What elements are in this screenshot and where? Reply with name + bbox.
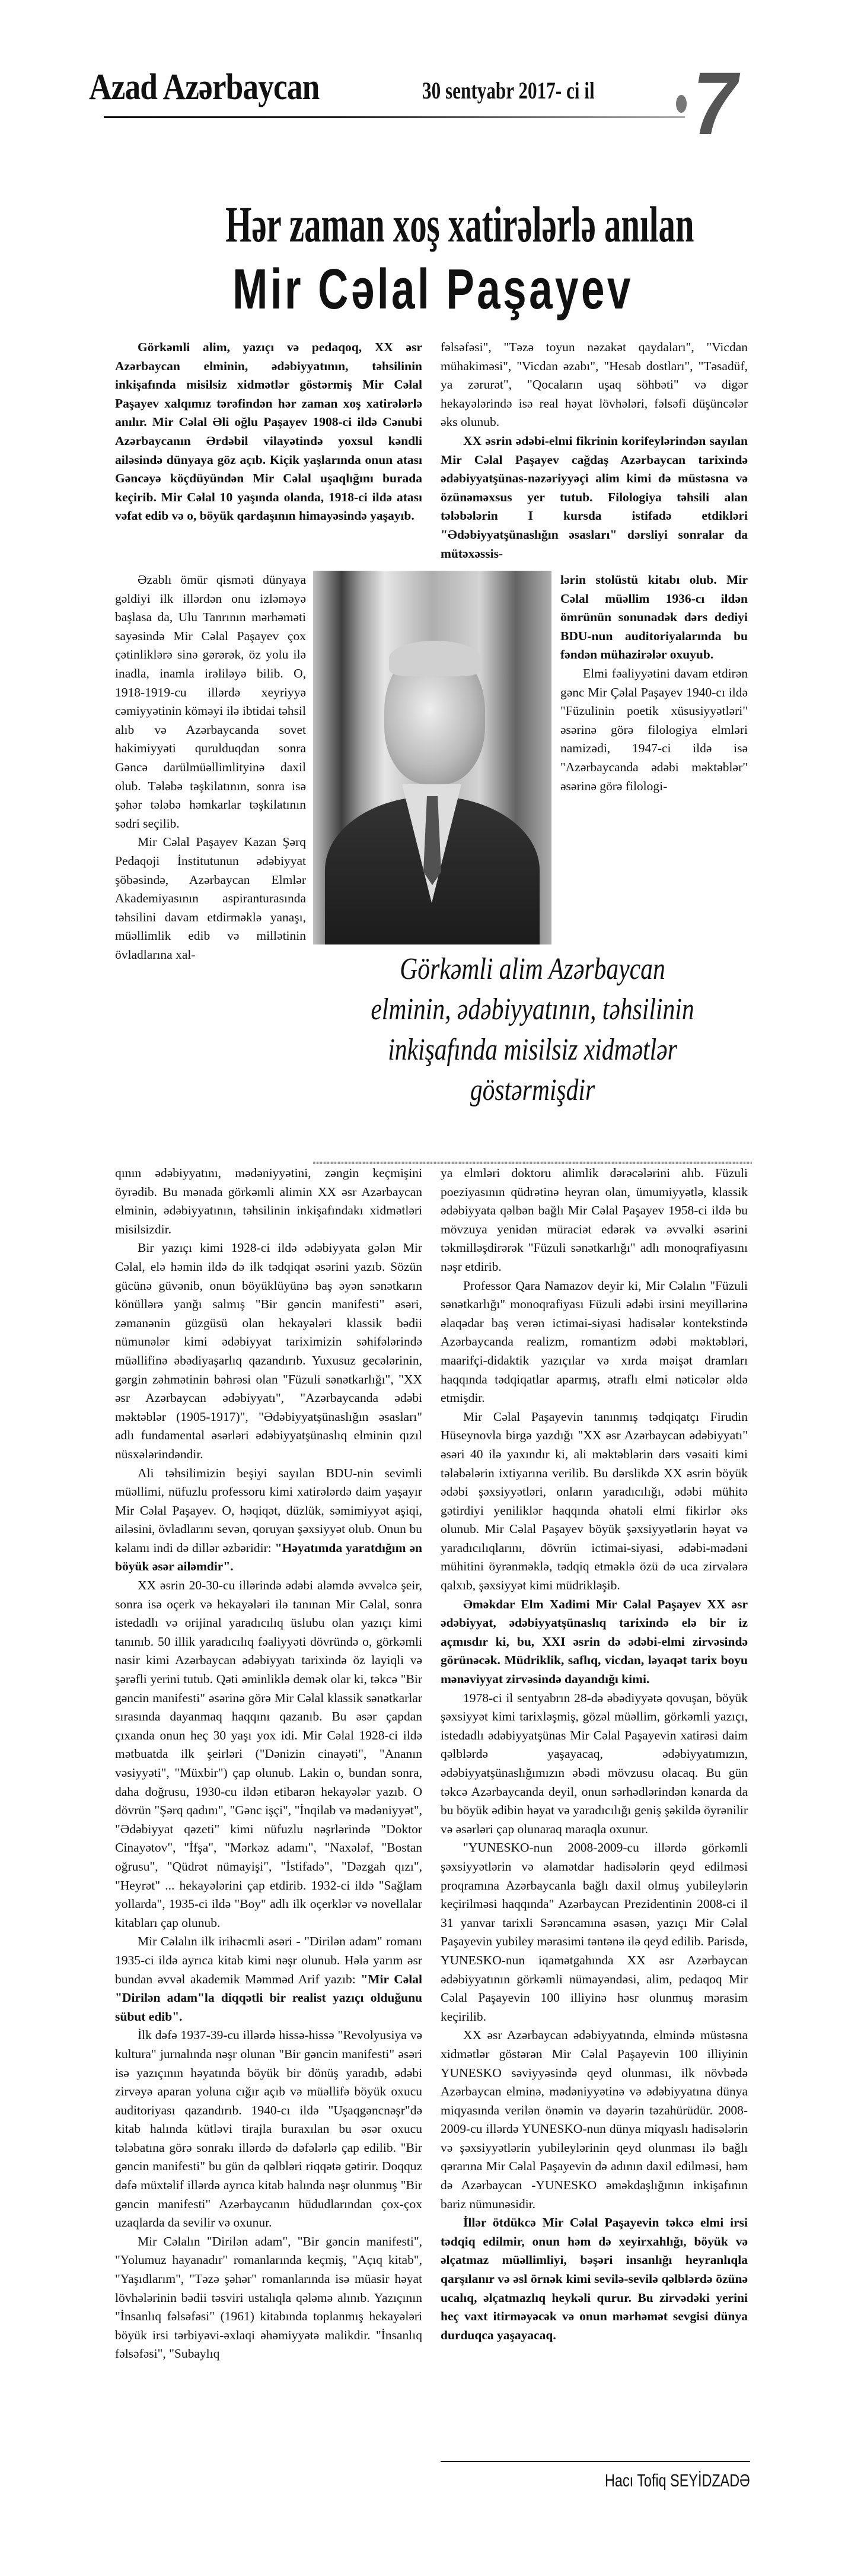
paragraph: qının ədəbiyyatını, mədəniyyətini, zəngin keçmişini öyrədib. Bu mənada görkəmli alimin XX əsr Azərbaycan elminin, ədəbiyyatının, təhsilinin inkişafındakı xidmətləri misilsizdir.	[115, 1166, 422, 1236]
issue-date: 30 sentyabr 2017- ci il	[422, 77, 595, 104]
article-column-left-bottom	[115, 1164, 422, 2364]
paragraph-bold: XX əsrin ədəbi-elmi fikrinin korifeylərindən sayılan Mir Cəlal Paşayev cağdaş Azərbaycan tarixində ədəbiyyatşünas-nəzəriyyəçi alim kimi də müstəsna və özünəməxsus yer tutub. Filologiya təhsili alan tələbələrin I kursda istifadə etdikləri "Ədəbiyyatşünaslığın əsasları" dərsliyi sonralar da mütəxəssis-	[441, 433, 748, 561]
bullet-icon	[676, 95, 687, 113]
pull-quote	[313, 949, 752, 1111]
paragraph: XX əsrin 20-30-cu illərində ədəbi aləmdə əvvəlcə şeir, sonra isə oçerk və hekayələri ilə tanınan Mir Cəlal, sonra istedadlı və orijinal yaradıcılıq üslubu olan yazıçı kimi tanınıb. 50 illik yaradıcılıq fəaliyyəti dövründə o, görkəmli nasir kimi Azərbaycan ədəbiyyatı tarixində öz layiqli və şərəfli yerini tutub. Qəti əminliklə demək olar ki, təkcə "Bir gəncin manifesti" əsərinə görə Mir Cəlal klassik sənətkarlar sırasında dayanmaq haqqını qazanıb. Bu əsər çapdan çıxanda onun heç 30 yaşı yox idi. Mir Cəlal 1928-ci ildə mətbuatda ilk şeirləri ("Dənizin cinayəti", "Ananın vəsiyyəti", "Müxbir") çap olunub. Lakin o, bundan sonra, daha doğrusu, 1930-cu ildən etibarən hekayələr yazıb. O dövrün "Şərq qadını", "Gənc işçi", "İnqilab və mədəniyyət", "Ədəbiyyat qəzeti" kimi nüfuzlu nəşrlərində "Doktor Cinayətov", "İfşa", "Mərkəz adamı", "Naxələf, "Bostan oğrusu", "Qüdrət nümayişi", "İstifadə", "Dəzgah qızı", "Heyrət" ... hekayələrini çap etdirib. 1932-ci ildə "Sağlam yollarda", 1935-ci ildə "Boy" adlı ilk oçerklər və novellalar kitabları çap olunub.	[115, 1578, 422, 1930]
paragraph: "YUNESKO-nun 2008-2009-cu illərdə görkəmli şəxsiyyətlərin və əlamətdar hadisələrin qeyd edilməsi proqramına Azərbaycanla bağlı daxil olmuş yubileylərin keçirilməsi haqqında" Azərbaycan Prezidentinin 2008-ci il 31 yanvar tarixli Sərəncamına əsasən, yazıçı Mir Cəlal Paşayevin yubiley mərasimi təntənə ilə qeyd edilib. Parisdə, YUNESKO-nun iqamətgahında XX əsr Azərbaycan ədəbiyyatının görkəmli nümayəndəsi, alim, pedaqoq Mir Cəlal Paşayevin 100 illiyinə həsr olunmuş mərasim keçirilib.	[441, 1840, 748, 2024]
portrait-photo	[313, 571, 551, 944]
paragraph: Mir Cəlalın "Dirilən adam", "Bir gəncin manifesti", "Yolumuz hayanadır" romanlarında keçmiş, "Açıq kitab", "Yaşıdlarım", "Təzə şəhər" romanlarında isə müasir həyat lövhələrinin bədii təsviri ustalıqla qələmə alınıb. Yazıçının "İnsanlıq fəlsəfəsi" (1961) kitabında toplanmış hekayələri böyük irsi tərbiyəvi-əxlaqi əhəmiyyətə malikdir. "İnsanlıq fəlsəfəsi", "Subaylıq	[115, 2234, 422, 2361]
paragraph: Bir yazıçı kimi 1928-ci ildə ədəbiyyata gələn Mir Cəlal, elə həmin ildə də ilk tədqiqat əsərini yazıb. Sözün gücünə güvənib, onun böyüklüyünə baş əyən sənətkarın könüllərə yanğı salmış "Bir gəncin manifesti" əsəri, zəmanənin güzgüsü olan hekayələri klassik bədii nümunələr kimi ədəbiyyat tariximizin səhifələrində müəllifinə əbədiyaşarlıq qazandırıb. Yuxusuz gecələrinin, gərgin zəhmətinin bəhrəsi olan "Füzuli sənətkarlığı", "XX əsr Azərbaycan ədəbiyyatı", "Azərbaycanda ədəbi məktəblər (1905-1917)", "Ədəbiyyatşünaslığın əsasları" adlı fundamental əsərləri ədəbiyyatşünaslıq elminin qızıl nüsxələrindəndir.	[115, 1241, 422, 1461]
paragraph	[115, 1932, 422, 2026]
author-name: Hacı Tofiq SEYİDZADƏ	[605, 2471, 750, 2491]
article-column-right-bottom	[441, 1164, 748, 2345]
photo-hair-shape	[389, 641, 481, 676]
paragraph-text: Mir Cəlalın ilk irihəcmli əsəri - "Dirilən adam" romanı 1935-ci ildə ayrıca kitab kimi nəşr olunub. Hələ yarım əsr bundan əvvəl akademik Məmməd Arif yazıb:	[115, 1934, 422, 1986]
pull-quote-text: Görkəmli alim Azərbaycan elminin, ədəbiyyatının, təhsilinin inkişafında misilsiz xidmətlər göstərmişdir	[371, 952, 694, 1107]
paragraph: XX əsr Azərbaycan ədəbiyyatında, elmində müstəsna xidmətlər göstərən Mir Cəlal Paşayevin 100 illiyinin YUNESKO səviyyəsində qeyd olunması, ilk növbədə Azərbaycan elminə, mədəniyyətinə və ədəbiyyatına dünya miqyasında verilən önəmin və dəyərin təzahürüdür. 2008-2009-cu illərdə YUNESKO-nun dünya miqyaslı hadisələrin və şəxsiyyətlərin yubileylərinin qeyd olunması ilə bağlı qərarına Mir Cəlal Paşayevin də adının daxil edilməsi, həm də Azərbaycan -YUNESKO əməkdaşlığının inkişafının bariz nümunəsidir.	[441, 2028, 748, 2211]
paragraph: 1978-ci il sentyabrın 28-də əbədiyyətə qovuşan, böyük şəxsiyyət kimi tarixləşmiş, gözəl müəllim, görkəmli yazıçı, istedadlı ədəbiyyatşünas Mir Cəlal Paşayevin xatirəsi daim qəlblərdə yaşayacaq, ədəbiyyatımızın, ədəbiyyatşünaslığımızın əbədi mövzusu olacaq. Bu gün təkcə Azərbaycanda deyil, onun sərhədlərindən kənarda da bu böyük ədibin həyat və yaradıcılığı geniş şəkildə öyrənilir və əsərləri çap olunaraq maraqla oxunur.	[441, 1690, 748, 1836]
paragraph-text: Ali təhsilimizin beşiyi sayılan BDU-nin sevimli müəllimi, nüfuzlu professoru kimi xatirələrdə daim yaşayır Mir Cəlal Paşayev. O, həqiqət, düzlük, səmimiyyət aşiqi, ailəsini, övladlarını sevən, qoruyan şəxsiyyət olub. Onun bu kəlamı indi də dillər əzbəridir:	[115, 1465, 422, 1555]
paragraph: fəlsəfəsi", "Təzə toyun nəzakət qaydaları", "Vicdan mühakiməsi", "Vicdan əzabı", "Hesab dostları", "Təsadüf, ya zərurət", "Qocaların uşaq söhbəti" və digər hekayələrində isə real həyat lövhələri, fəlsəfi düşüncələr əks olunub.	[441, 340, 748, 430]
article-column-right-narrow	[560, 571, 748, 796]
paragraph: İlk dəfə 1937-39-cu illərdə hissə-hissə "Revolyusiya və kultura" jurnalında nəşr olunan "Bir gəncin manifesti" əsəri isə yazıçının həyatında böyük bir dönüş yaradıb, ədəbi zirvəyə aparan yoluna cığır açıb və müəllifə böyük oxucu auditoriyası qazandırıb. 1940-cı ildə "Uşaqgəncnəşr"də kitab halında kütləvi tirajla buraxılan bu əsər oxucu tələbatına görə sonrakı illərdə də dəfələrlə çap edilib. "Bir gəncin manifesti" bu gün də qəlbləri riqqətə gətirir. Doqquz dəfə müxtəlif illərdə ayrıca kitab halında nəşr olunmuş "Bir gəncin manifesti" Azərbaycanın hüdudlarından çox-çox uzaqlarda da sevilir və oxunur.	[115, 2028, 422, 2230]
newspaper-title: Azad Azərbaycan	[89, 67, 320, 107]
quote-bold: "Mir Cəlal "Dirilən adam"la diqqətli bir realist yazıçı olduğunu sübut edib".	[115, 1971, 422, 2024]
paragraph: Elmi fəaliyyətini davam etdirən gənc Mir Çəlal Paşayev 1940-cı ildə "Füzulinin poetik xüsusiyyətləri" əsərinə görə filologiya elmləri namizədi, 1947-ci ildə isə "Azərbaycanda ədəbi məktəblər" əsərinə görə filologi-	[560, 666, 748, 793]
paragraph-bold: Əməkdar Elm Xadimi Mir Cəlal Paşayev XX əsr ədəbiyyat, ədəbiyyatşünaslıq tarixində elə bir iz açmısdır ki, bu, XXI əsrin də ədəbi-elmi zirvəsində görünəcək. Müdriklik, saflıq, vicdan, ləyaqət tarix boyu mənəviyyat zirvəsində dayandığı kimi.	[441, 1597, 748, 1687]
paragraph: Professor Qara Namazov deyir ki, Mir Cəlalın "Füzuli sənətkarlığı" monoqrafiyası Füzuli ədəbi irsini meyillərinə əlaqədar baş verən ictimai-siyasi hadisələr kontekstində Azərbaycanda realizm, romantizm ədəbi məktəbləri, maarifçi-didaktik yazıçılar və xırda məişət dramları haqqında tədqiqatlar aparmış, ətraflı elmi nəticələr əldə etmişdir.	[441, 1278, 748, 1405]
lead-paragraph: Görkəmli alim, yazıçı və pedaqoq, XX əsr Azərbaycan elminin, ədəbiyyatının, təhsilinin inkişafında misilsiz xidmətlər göstərmiş Mir Cəlal Paşayev xalqımız tərəfindən hər zaman xoş xatirələrlə anılır. Mir Cəlal Əli oğlu Paşayev 1908-ci ildə Cənubi Azərbaycanın Ərdəbil vilayətində yoxsul kəndli ailəsində dünyaya göz açıb. Kiçik yaşlarında onun atası Gəncəyə köçdüyündən Mir Cəlal uşaqlığını burada keçirib. Mir Cəlal 10 yaşında olanda, 1918-ci ildə atası vəfat edib və o, böyük qardaşının himayəsində yaşayıb.	[115, 340, 422, 523]
article-column-right-top	[441, 338, 748, 563]
paragraph: Əzablı ömür qisməti dünyaya gəldiyi ilk illərdən onu izləməyə başlasa da, Ulu Tanrının mərhəməti sayəsində Mir Cəlal Paşayev çox çətinliklərə sinə gərərək, öz yolu ilə inadla, inamla irəliləyə bilib. O, 1918-1919-cu illərdə xeyriyyə cəmiyyətinin köməyi ilə ibtidai təhsil alıb və Azərbaycanda sovet hakimiyyəti qurulduqdan sonra Gəncə darülmüəllimlityinə daxil olub. Tələbə təşkilatının, sonra isə şəhər tələbə həmkarlar təşkilatının sədri seçilib.	[115, 573, 306, 831]
masthead-divider	[104, 116, 685, 118]
headline-line-2: Mir Cəlal Paşayev	[232, 257, 633, 321]
headline-line-1: Hər zaman xoş xatirələrlə anılan	[225, 196, 694, 253]
paragraph-bold: lərin stolüstü kitabı olub. Mir Cəlal müəllim 1936-cı ildən ömrünün sonunadək dərs dediyi BDU-nun auditoriyalarında bu fəndən mühazirələr oxuyub.	[560, 573, 748, 662]
paragraph: Mir Cəlal Paşayev Kazan Şərq Pedaqoji İnstitutunun ədəbiyyat şöbəsində, Azərbaycan Elmlər Akademiyasının aspiranturasında təhsilini davam etdirməklə yanaşı, müəllimlik edib və millətinin övladlarına xal-	[115, 835, 306, 962]
article-column-left-narrow	[115, 571, 306, 964]
paragraph: ya elmləri doktoru alimlik dərəcələrini alıb. Füzuli poeziyasının qüdrətinə heyran olan, ümumiyyətlə, klassik ədəbiyyata qəlbən bağlı Mir Cəlal Paşayev 1958-ci ildə bu mövzuya yenidən müraciət edərək və əvvəlki əsərini təkmilləşdirərək "Füzuli sənətkarlığı" adlı monoqrafiyasını nəşr etdirib.	[441, 1166, 748, 1274]
paragraph: Mir Cəlal Paşayevin tanınmış tədqiqatçı Firudin Hüseynovla birgə yazdığı "XX əsr Azərbaycan ədəbiyyatı" əsəri 40 ilə yaxındır ki, ali məktəblərin dərs vəsaiti kimi tələbələrin ixtiyarına verilib. Bu dərslikdə XX əsrin böyük ədəbi şəxsiyyətləri, onların yaradıcılığı, ədəbi mühitə gətirdiyi yeniliklər haqqında əhatəli elmi fikirlər əks olunub. Mir Cəlal Paşayev böyük şəxsiyyətlərin həyat və yaradıcılıqlarını, dövrün ictimai-siyasi, ədəbi-mədəni mühitini öyrənməklə, tədqiq etməklə özü də uca zirvələrə qalxıb, şəxsiyyət kimi müdrikləşib.	[441, 1409, 748, 1593]
quote-bold: "Həyatımda yaratdığım ən böyük əsər ailəmdir".	[115, 1540, 422, 1574]
closing-paragraph-bold: İllər ötdükcə Mir Cəlal Paşayevin təkcə elmi irsi tədqiq edilmir, onun həm də xeyirxahlığı, böyük və əlçatmaz müəllimliyi, bəşəri insanlığı heyranlıqla qarşılanır və əsl örnək kimi sevilə-sevilə qəlblərdə özünə ucalıq, əlçatmazlıq heykəli qurur. Bu zirvədəki yerini heç vaxt itirməyəcək və onun mərhəmət sevgisi dünya durduqca yaşayacaq.	[441, 2215, 748, 2342]
byline	[441, 2469, 750, 2493]
paragraph	[115, 1464, 422, 1577]
page-number: 7	[693, 53, 738, 153]
byline-divider	[441, 2461, 750, 2462]
article-column-left-top	[115, 338, 422, 526]
